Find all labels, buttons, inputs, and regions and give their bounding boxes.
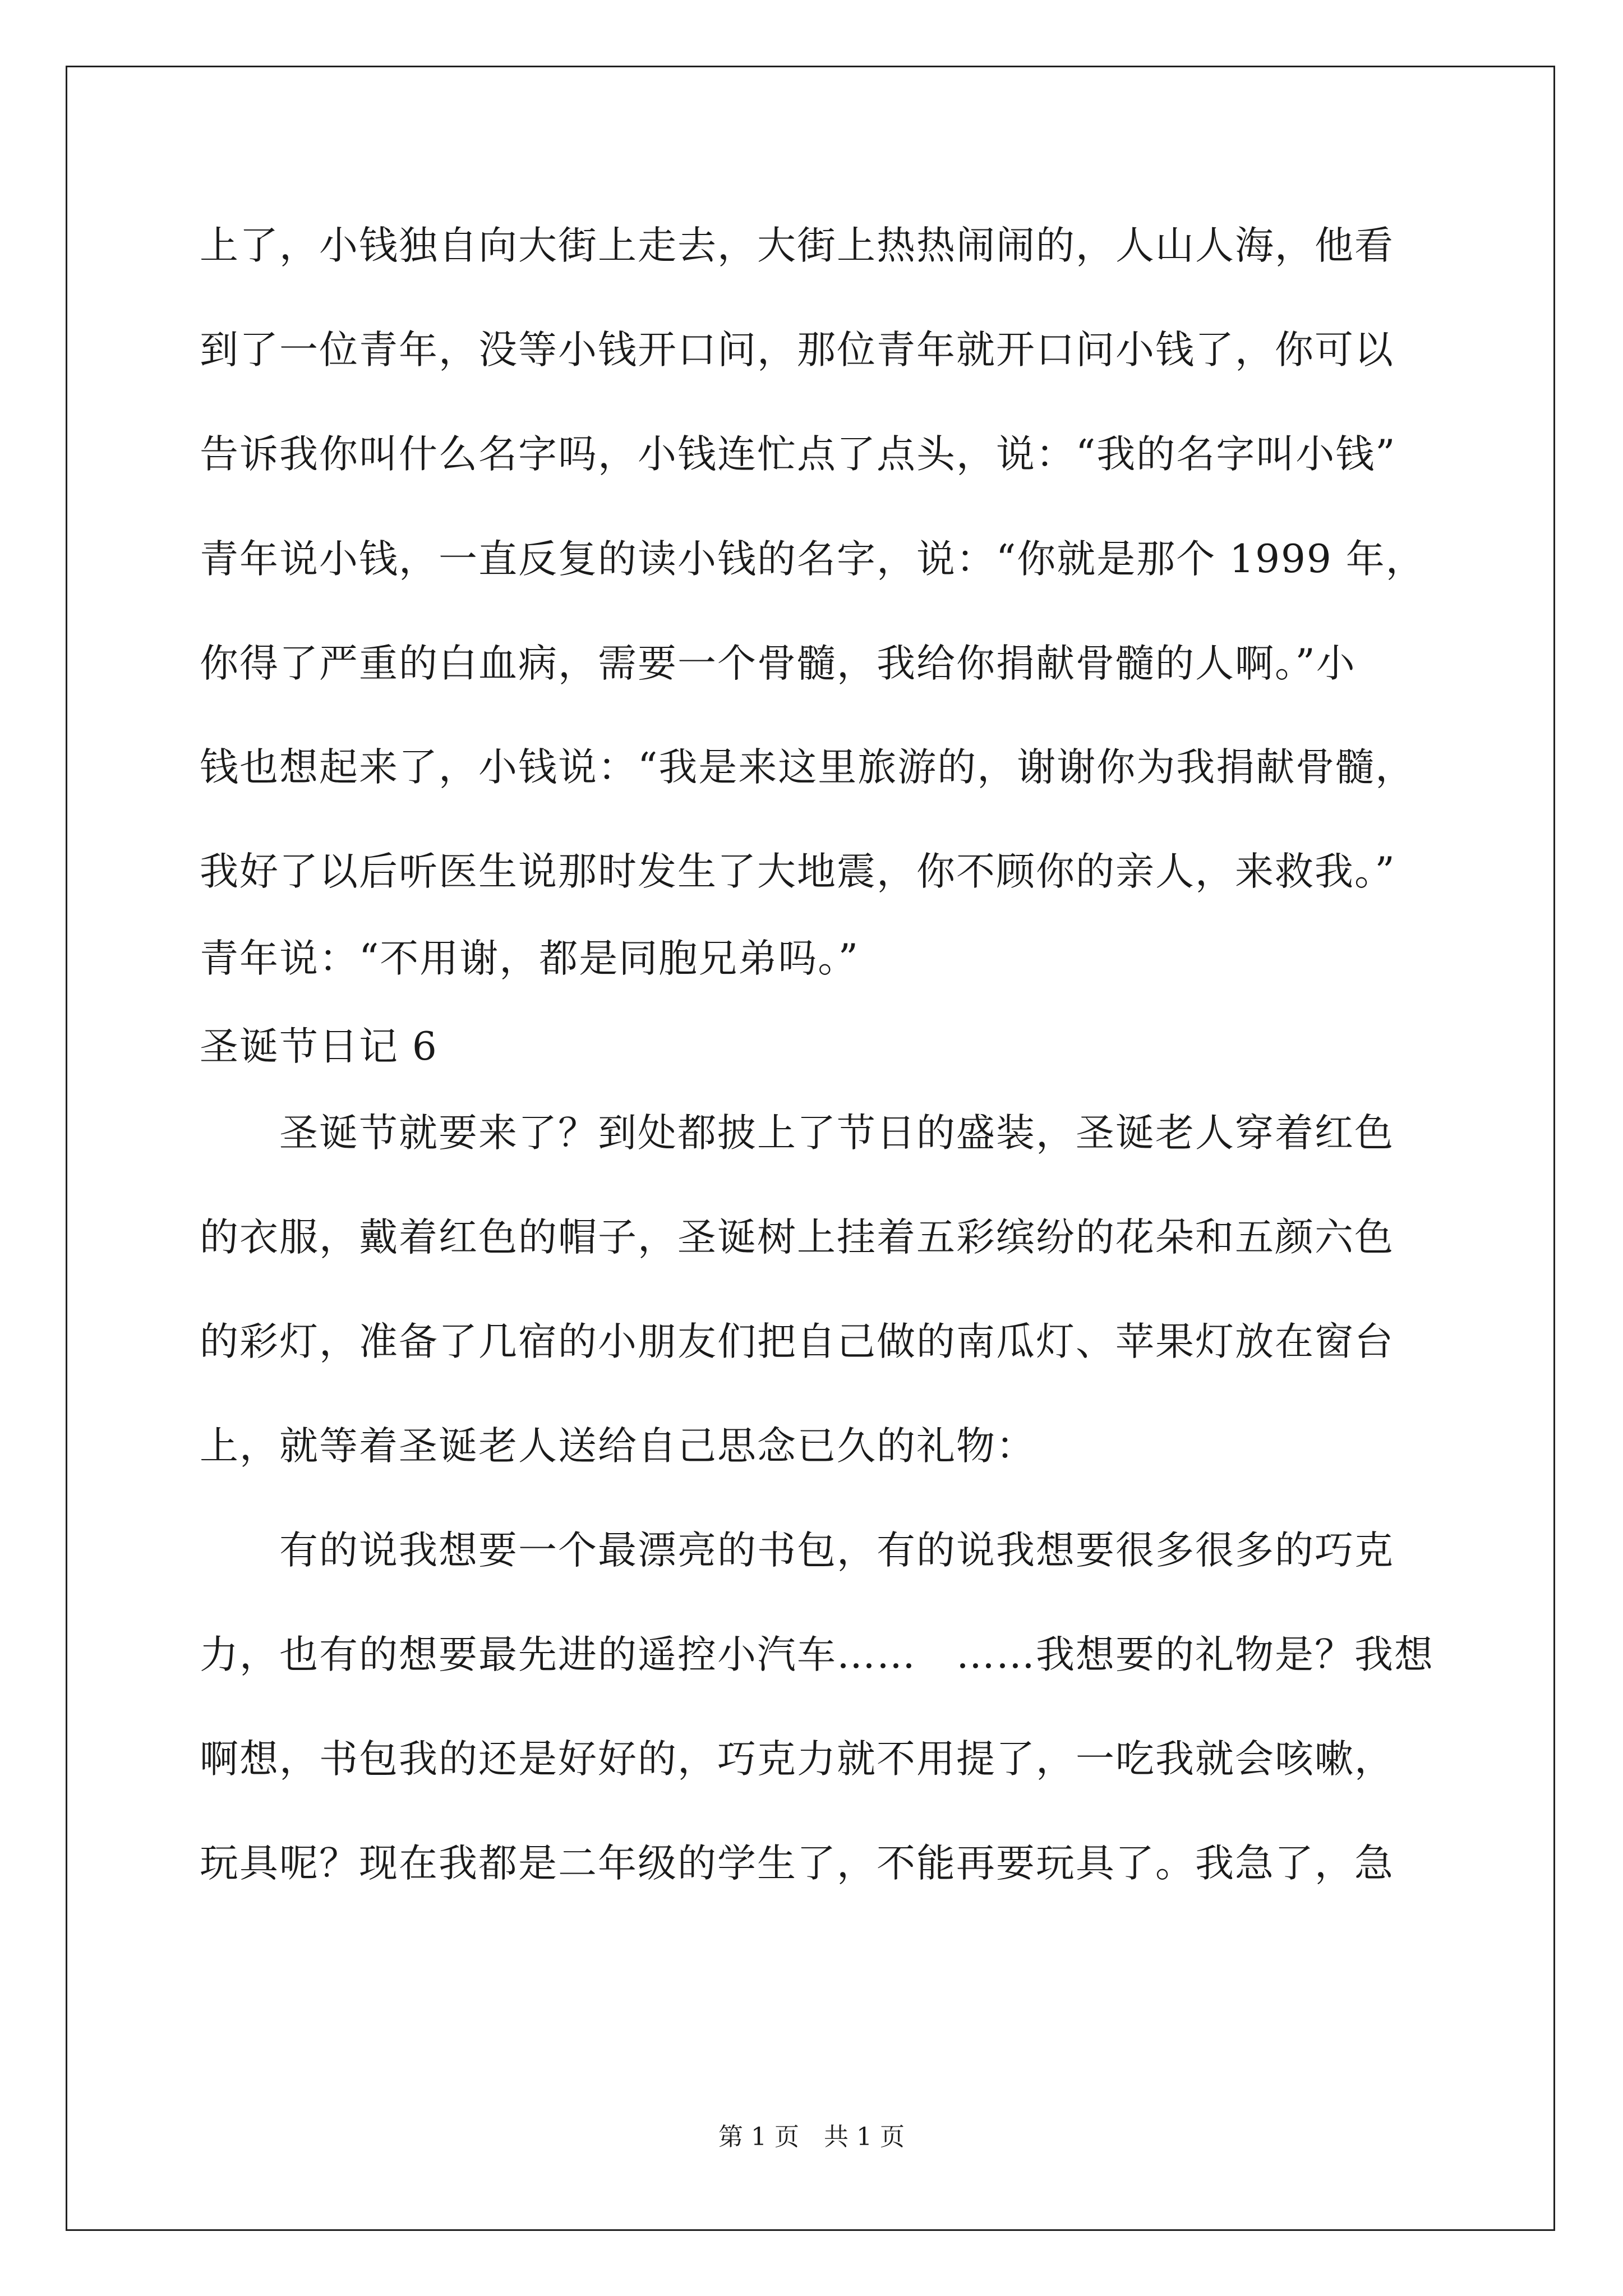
text-line: 青年说：“不用谢，都是同胞兄弟吗。” (200, 936, 860, 981)
text-line: 玩具呢？现在我都是二年级的学生了，不能再要玩具了。我急了，急 (200, 1841, 1394, 1886)
page-footer: 第 1 页 共 1 页 (718, 2123, 905, 2151)
text-line: 的彩灯，准备了几宿的小朋友们把自己做的南瓜灯、苹果灯放在窗台 (200, 1319, 1394, 1364)
section-heading: 圣诞节日记 6 (200, 1024, 438, 1069)
text-line: 力，也有的想要最先进的遥控小汽车…… ……我想要的礼物是？我想 (200, 1632, 1434, 1677)
text-line: 上了，小钱独自向大街上走去，大街上热热闹闹的，人山人海，他看 (200, 223, 1394, 268)
text-line: 到了一位青年，没等小钱开口问，那位青年就开口问小钱了，你可以 (200, 328, 1394, 372)
text-line: 的衣服，戴着红色的帽子，圣诞树上挂着五彩缤纷的花朵和五颜六色 (200, 1215, 1394, 1260)
text-line: 有的说我想要一个最漂亮的书包，有的说我想要很多很多的巧克 (200, 1528, 1394, 1573)
text-line: 上，就等着圣诞老人送给自己思念已久的礼物： (200, 1424, 1036, 1469)
text-line: 青年说小钱，一直反复的读小钱的名字，说：“你就是那个 1999 年， (200, 537, 1426, 582)
text-line: 告诉我你叫什么名字吗，小钱连忙点了点头，说：“我的名字叫小钱” (200, 432, 1396, 477)
text-line: 啊想，书包我的还是好好的，巧克力就不用提了，一吃我就会咳嗽， (200, 1737, 1394, 1782)
text-line: 钱也想起来了，小钱说：“我是来这里旅游的，谢谢你为我捐献骨髓， (200, 745, 1415, 790)
text-line: 你得了严重的白血病，需要一个骨髓，我给你捐献骨髓的人啊。”小 (200, 641, 1356, 686)
text-line: 我好了以后听医生说那时发生了大地震，你不顾你的亲人，来救我。” (200, 849, 1396, 894)
text-line: 圣诞节就要来了？到处都披上了节日的盛装，圣诞老人穿着红色 (200, 1111, 1394, 1156)
